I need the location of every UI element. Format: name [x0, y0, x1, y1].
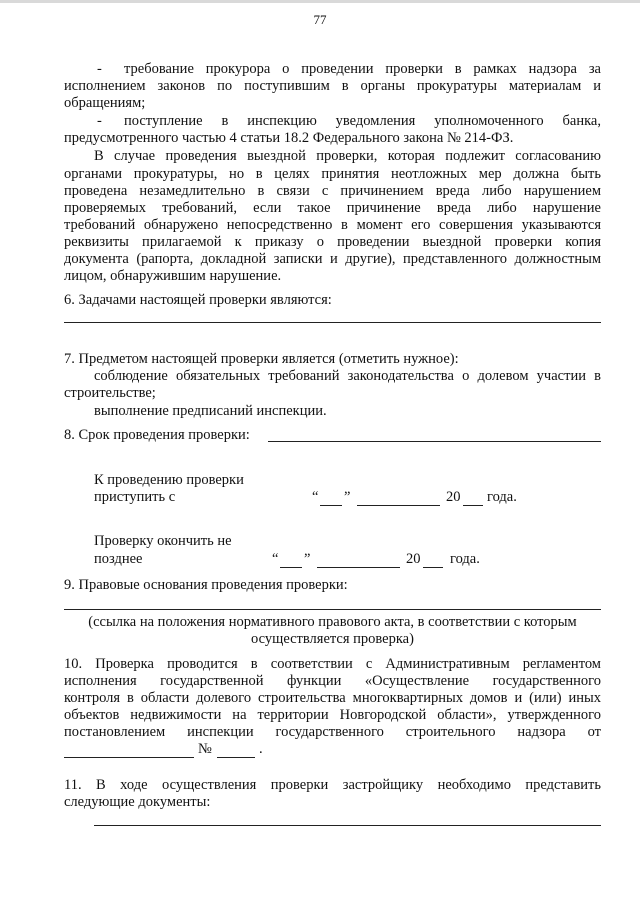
end-close-quote: ”	[304, 551, 311, 567]
start-label: К проведению проверки	[94, 472, 244, 488]
end-label: Проверку окончить не	[94, 533, 232, 549]
end-day-blank[interactable]	[280, 567, 302, 568]
section-9-note: (ссылка на положения нормативного правового акта, в соответствии с которым осуществляется проверка)	[88, 614, 577, 647]
paragraph-line: проведена незамедлительно в связи с причинением вреда либо нарушением	[64, 183, 601, 199]
section-10-end-dot: .	[259, 741, 263, 757]
start-day-blank[interactable]	[320, 505, 342, 506]
section-7-option: строительстве;	[64, 385, 156, 401]
number-sign: №	[198, 741, 212, 757]
resolution-number-blank[interactable]	[217, 757, 255, 758]
end-month-blank[interactable]	[317, 567, 400, 568]
section-7-option: соблюдение обязательных требований законодательства о долевом участии в	[94, 368, 601, 384]
paragraph-line: органами прокуратуры, но в целях принятия неотложных мер должна быть	[64, 166, 601, 182]
section-6-title: 6. Задачами настоящей проверки являются:	[64, 292, 332, 308]
end-year-blank[interactable]	[423, 567, 443, 568]
start-close-quote: ”	[344, 489, 351, 505]
start-year-suffix: года.	[487, 489, 517, 505]
start-year-blank[interactable]	[463, 505, 483, 506]
start-open-quote: “	[312, 489, 319, 505]
bullet-marker: -	[97, 113, 102, 129]
section-11-blank-line[interactable]	[94, 825, 601, 826]
bullet-2-line-2: предусмотренного частью 4 статьи 18.2 Федерального закона № 214-ФЗ.	[64, 130, 514, 146]
bullet-1-line-2: исполнением законов по поступившим в органы прокуратуры материалам и	[64, 78, 601, 94]
section-10-line: постановлением инспекции государственного строительного надзора от	[64, 724, 601, 740]
bullet-marker: -	[97, 61, 102, 77]
paragraph-line: реквизиты прилагаемой к приказу о проведении выездной проверки копия	[64, 234, 601, 250]
section-6-blank-line[interactable]	[64, 322, 601, 323]
paragraph-line: документа (рапорта, докладной записки и другие), представленного должностным	[64, 251, 601, 267]
section-11-line: 11. В ходе осуществления проверки застройщику необходимо представить	[64, 777, 601, 793]
section-10-line: контроля в области долевого строительства многоквартирных домов и (или) иных	[64, 690, 601, 706]
section-11-line: следующие документы:	[64, 794, 211, 810]
section-9-title: 9. Правовые основания проведения проверки:	[64, 577, 348, 593]
scan-edge	[0, 0, 640, 3]
paragraph-line: проверяемых требований, если такое причинение вреда либо нарушение	[64, 200, 601, 216]
resolution-date-blank[interactable]	[64, 757, 194, 758]
paragraph-line: требований обнаружено непосредственно в момент его совершения указываются	[64, 217, 601, 233]
paragraph-line: В случае проведения выездной проверки, которая подлежит согласованию	[94, 148, 601, 164]
bullet-2-line-1: поступление в инспекцию уведомления уполномоченного банка,	[124, 113, 601, 129]
bullet-1-line-3: обращениям;	[64, 95, 146, 111]
section-7-title: 7. Предметом настоящей проверки является (отметить нужное):	[64, 351, 459, 367]
section-9-blank-line[interactable]	[64, 609, 601, 610]
end-open-quote: “	[272, 551, 279, 567]
section-8-title: 8. Срок проведения проверки:	[64, 427, 250, 443]
paragraph-line: лицом, обнаружившим нарушение.	[64, 268, 282, 284]
end-year-suffix: года.	[450, 551, 480, 567]
section-10-line: 10. Проверка проводится в соответствии с Административным регламентом	[64, 656, 601, 672]
start-label: приступить с	[94, 489, 176, 505]
end-year-prefix: 20	[406, 551, 421, 567]
section-8-term-blank[interactable]	[268, 441, 601, 442]
end-label: позднее	[94, 551, 143, 567]
start-month-blank[interactable]	[357, 505, 440, 506]
page-number: 77	[313, 12, 327, 27]
bullet-1-line-1: требование прокурора о проведении проверки в рамках надзора за	[124, 61, 601, 77]
section-7-option: выполнение предписаний инспекции.	[94, 403, 327, 419]
section-10-line: объектов недвижимости на территории Новгородской области», утвержденного	[64, 707, 601, 723]
section-10-line: исполнения государственной функции «Осуществление государственного	[64, 673, 601, 689]
start-year-prefix: 20	[446, 489, 461, 505]
